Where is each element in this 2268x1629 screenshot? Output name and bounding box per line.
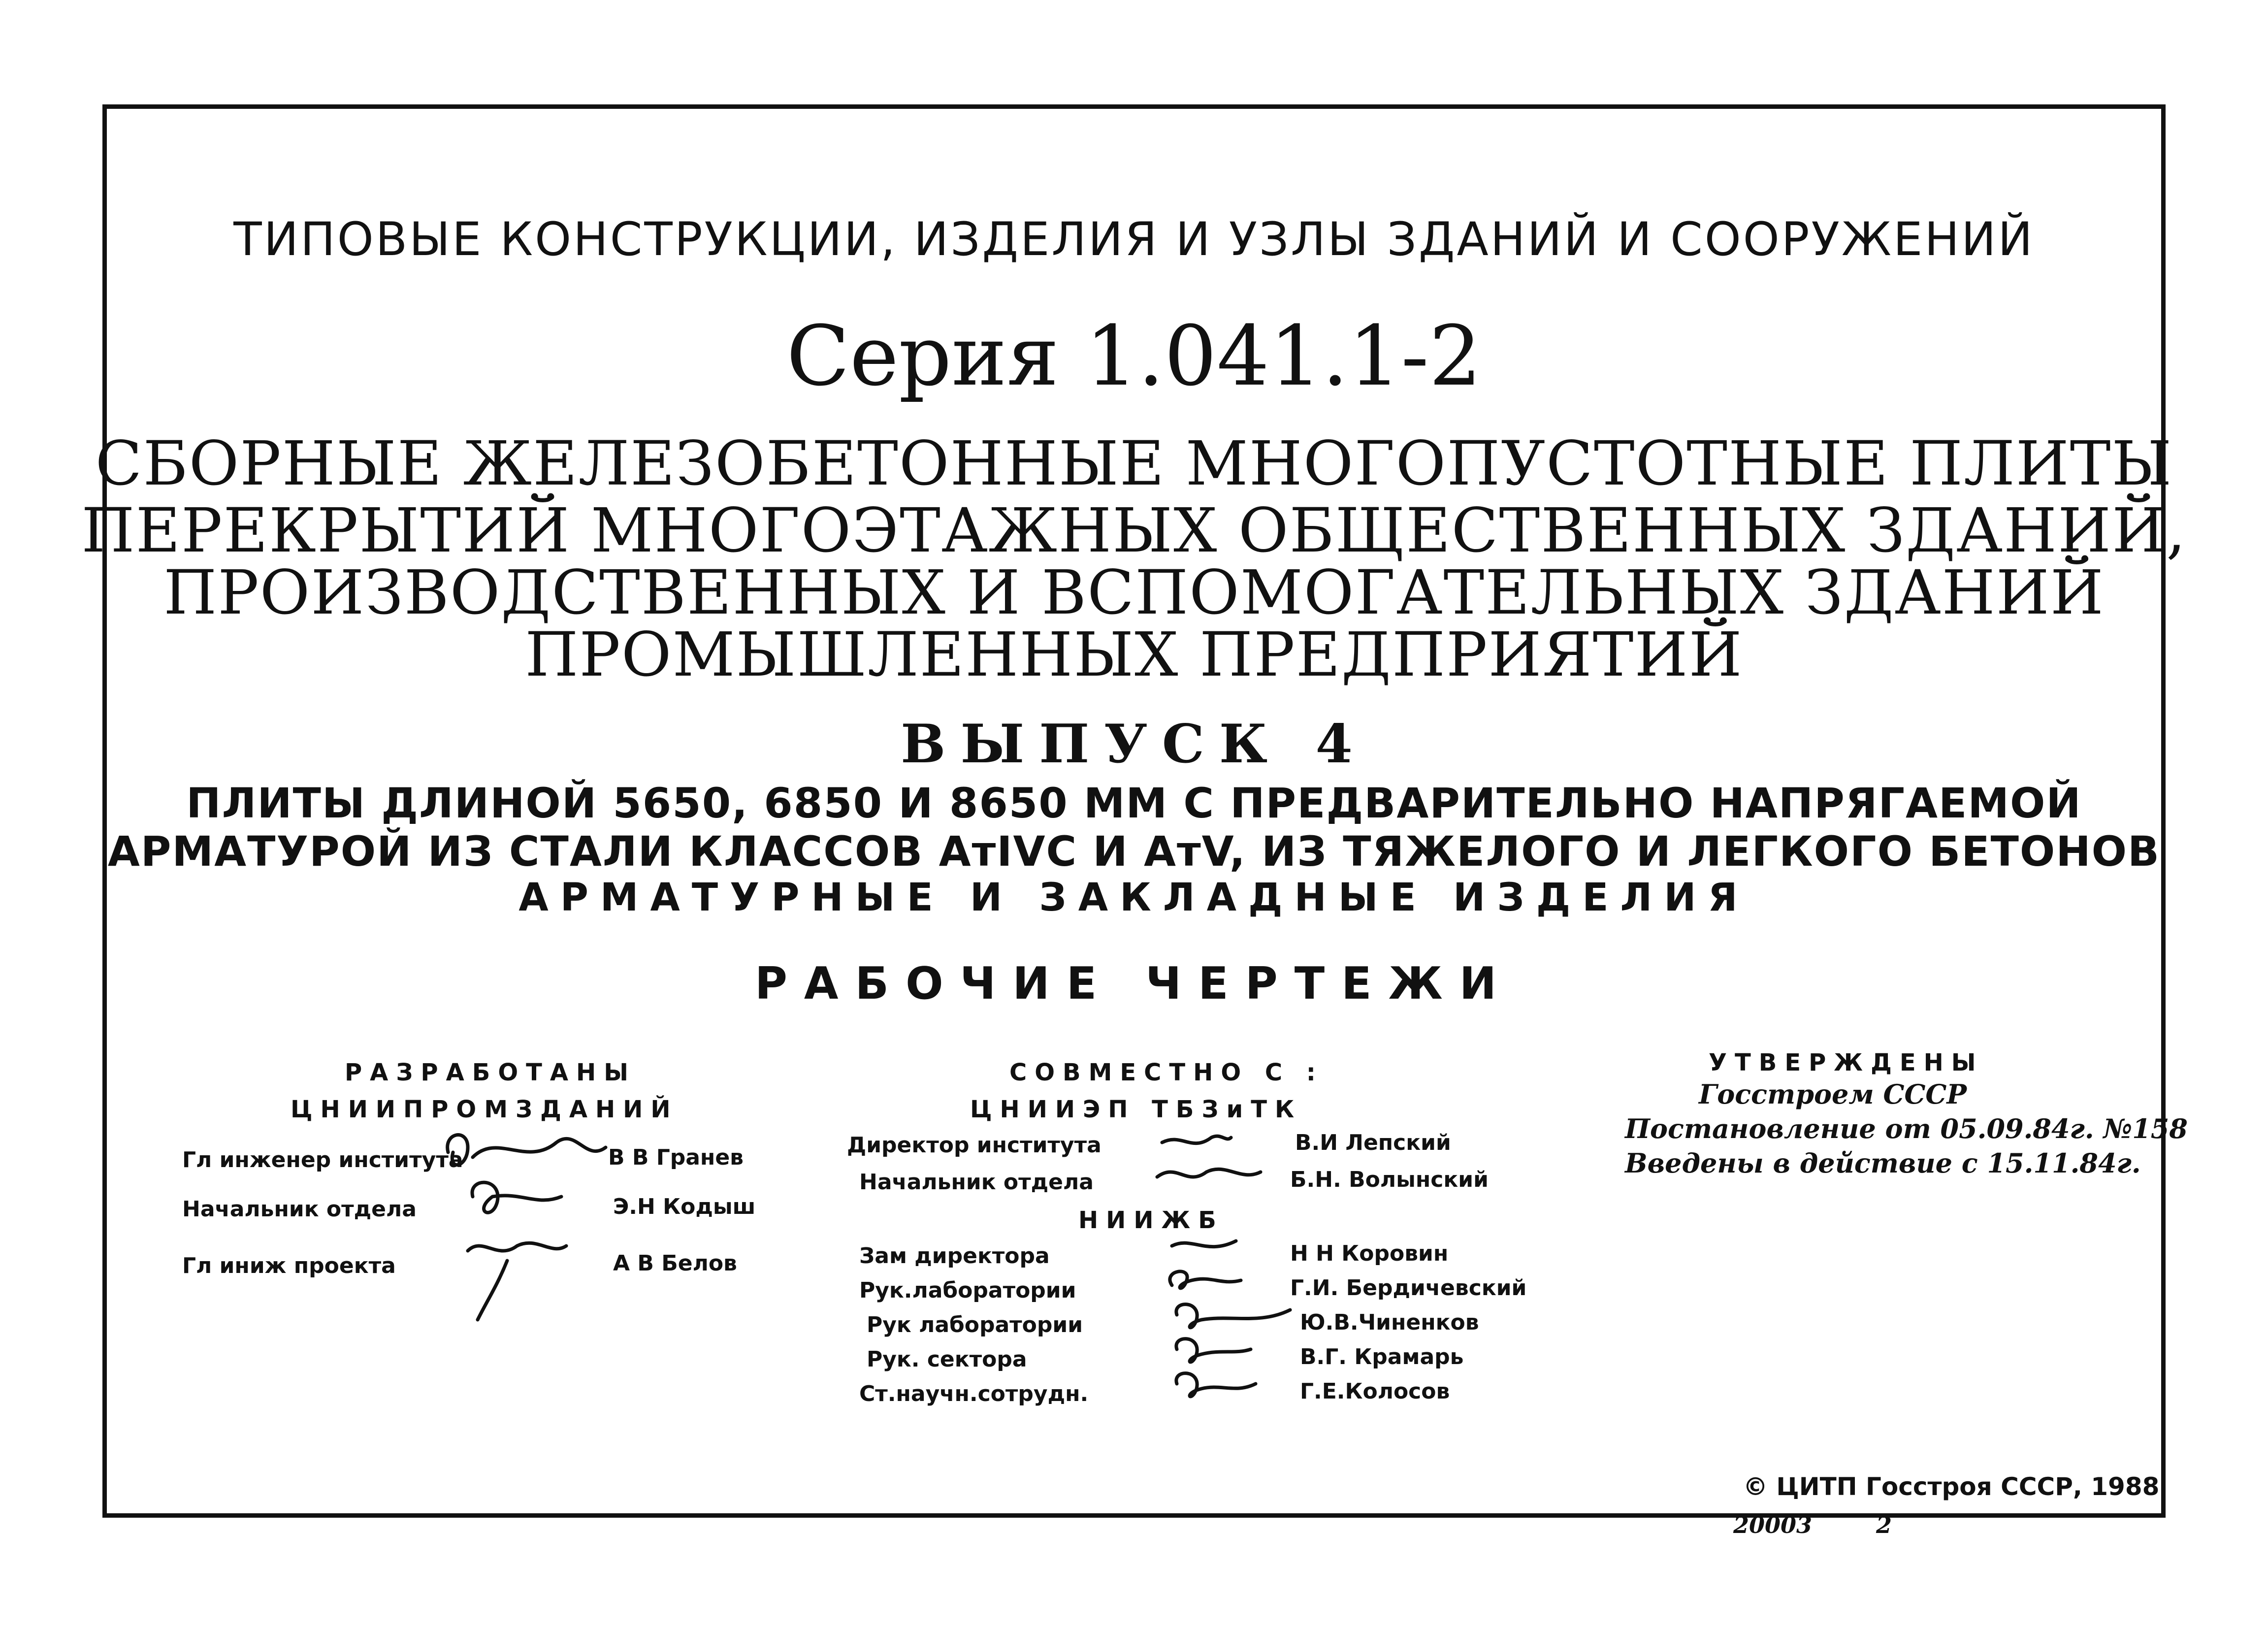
developed-name-1: В В Гранев [608,1145,744,1170]
developed-role-3: Гл иниж проекта [182,1253,396,1278]
niizhb-role-1: Зам директора [859,1243,1050,1269]
niizhb-name-3: Ю.В.Чиненков [1300,1310,1479,1335]
issue-number: ВЫПУСК 4 [901,713,1367,775]
developed-name-2: Э.Н Кодыш [613,1194,756,1219]
desc-line-2: АРМАТУРОЙ ИЗ СТАЛИ КЛАССОВ АтIVС И АтV, ИЗ ТЯЖЕЛОГО И ЛЕГКОГО БЕТОНОВ [107,827,2161,876]
niizhb-role-2: Рук.лаборатории [859,1278,1076,1303]
title-line-2: ПЕРЕКРЫТИЙ МНОГОЭТАЖНЫХ ОБЩЕСТВЕННЫХ ЗДАНИЙ, [81,495,2187,566]
signature-group-icon [1142,1123,1300,1408]
jointly-org-1: ЦНИИЭП ТБЗиТК [970,1096,1302,1123]
title-line-4: ПРОМЫШЛЕННЫХ ПРЕДПРИЯТИЙ [525,619,1743,690]
niizhb-role-4: Рук. сектора [867,1347,1027,1372]
signature-granev-icon [438,1123,616,1330]
document-code: 20003 [1733,1512,1813,1538]
niizhb-role-3: Рук лаборатории [867,1312,1083,1337]
developed-role-1: Гл инженер института [182,1147,463,1173]
jointly-name-1: В.И Лепский [1295,1130,1451,1155]
approved-line-3: Введены в действие с 15.11.84г. [1625,1147,2141,1179]
developed-org: ЦНИИПРОМЗДАНИЙ [291,1096,679,1123]
approved-heading: УТВЕРЖДЕНЫ [1709,1049,1984,1076]
niizhb-role-5: Ст.научн.сотрудн. [859,1381,1089,1406]
jointly-role-1: Директор института [847,1133,1102,1158]
niizhb-name-2: Г.И. Бердичевский [1290,1275,1527,1301]
niizhb-name-1: Н Н Коровин [1290,1241,1449,1266]
desc-line-3: АРМАТУРНЫЕ И ЗАКЛАДНЫЕ ИЗДЕЛИЯ [518,876,1750,920]
niizhb-name-5: Г.Е.Колосов [1300,1379,1450,1404]
developed-role-2: Начальник отдела [182,1197,417,1222]
developed-heading: РАЗРАБОТАНЫ [345,1059,636,1086]
page-number: 2 [1876,1512,1892,1538]
title-line-3: ПРОИЗВОДСТВЕННЫХ И ВСПОМОГАТЕЛЬНЫХ ЗДАНИЙ [163,557,2105,628]
series-title: Серия 1.041.1-2 [786,308,1482,404]
approved-line-1: Госстроем СССР [1699,1078,1967,1110]
jointly-org-2: НИИЖБ [1078,1206,1224,1234]
copyright: © ЦИТП Госстроя СССР, 1988 [1743,1472,2160,1501]
jointly-heading: СОВМЕСТНО С : [1009,1059,1324,1086]
title-line-1: СБОРНЫЕ ЖЕЛЕЗОБЕТОННЫЕ МНОГОПУСТОТНЫЕ ПЛИТЫ [95,428,2173,499]
developed-name-3: А В Белов [613,1251,737,1276]
jointly-name-2: Б.Н. Волынский [1290,1167,1489,1192]
working-drawings: РАБОЧИЕ ЧЕРТЕЖИ [754,958,1514,1010]
desc-line-1: ПЛИТЫ ДЛИНОЙ 5650, 6850 И 8650 ММ С ПРЕДВАРИТЕЛЬНО НАПРЯГАЕМОЙ [186,779,2082,827]
jointly-role-2: Начальник отдела [859,1170,1094,1195]
header-line: ТИПОВЫЕ КОНСТРУКЦИИ, ИЗДЕЛИЯ И УЗЛЫ ЗДАНИЙ И СООРУЖЕНИЙ [233,213,2035,266]
niizhb-name-4: В.Г. Крамарь [1300,1344,1464,1369]
approved-line-2: Постановление от 05.09.84г. №158 [1625,1113,2188,1144]
